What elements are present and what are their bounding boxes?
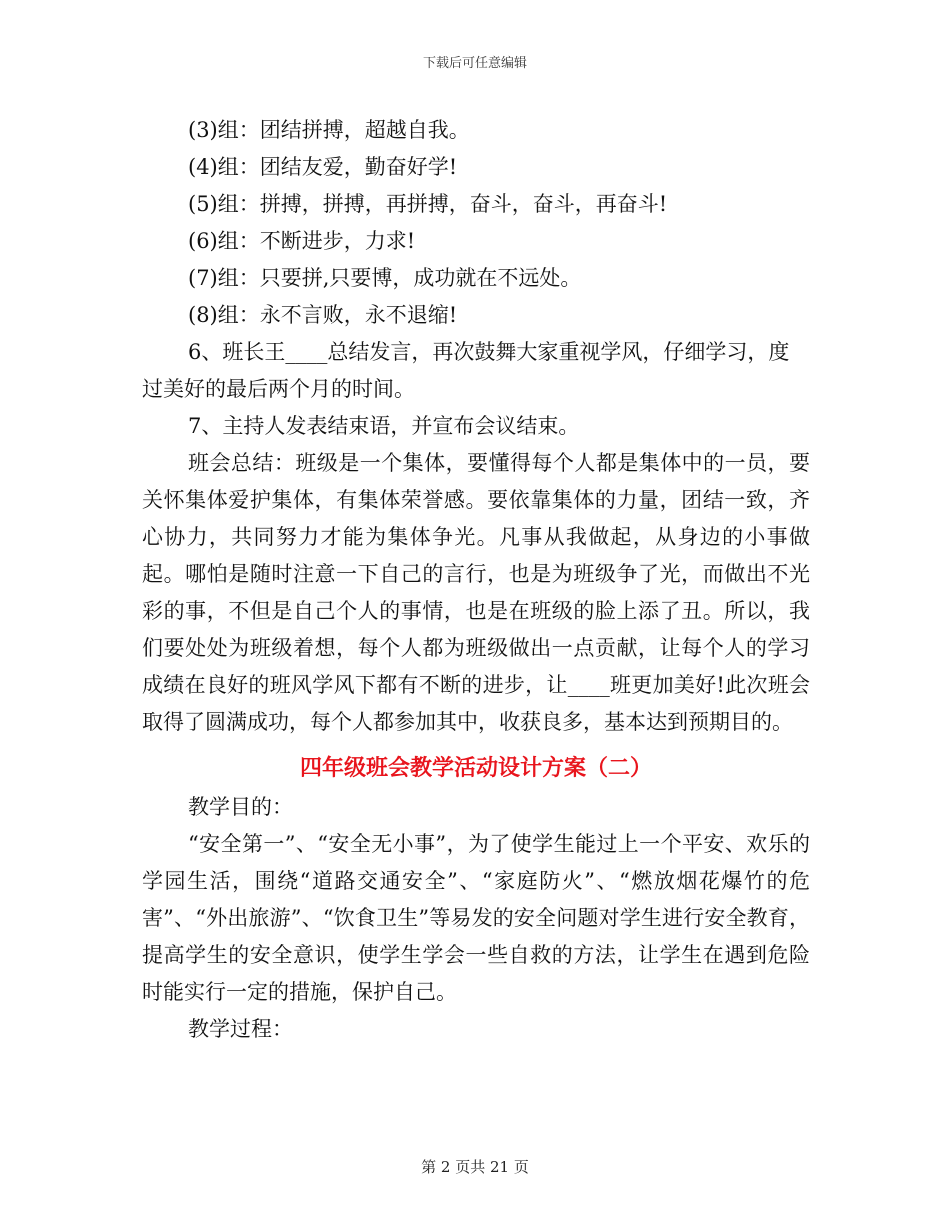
document-body	[142, 112, 810, 1048]
group-slogan-4: (4)组：团结友爱，勤奋好学!	[188, 155, 458, 179]
group-slogan-6: (6)组：不断进步，力求!	[188, 229, 416, 253]
teaching-process-label: 教学过程：	[188, 1017, 293, 1041]
group-slogan-7: (7)组：只要拼,只要博，成功就在不远处。	[188, 266, 582, 290]
teaching-goal-label: 教学目的：	[188, 795, 293, 819]
step-6-paragraph: 6、班长王____总结发言，再次鼓舞大家重视学风，仔细学习，度过美好的最后两个月的时间。	[142, 340, 790, 401]
page-header: 下载后可任意编辑	[422, 56, 527, 71]
meeting-summary-paragraph: 班会总结：班级是一个集体，要懂得每个人都是集体中的一员，要关怀集体爱护集体，有集体荣誉感。要依靠集体的力量，团结一致，齐心协力，共同努力才能为集体争光。凡事从我做起，从身边的小事做起。哪怕是随时注意一下自己的言行，也是为班级争了光，而做出不光彩的事，不但是自己个人的事情，也是在班级的脸上添了丑。所以，我们要处处为班级着想，每个人都为班级做出一点贡献，让每个人的学习成绩在良好的班风学风下都有不断的进步，让____班更加美好!此次班会取得了圆满成功，每个人都参加其中，收获良多，基本达到预期目的。	[142, 451, 810, 734]
page-footer: 第 2 页共 21 页	[421, 1158, 529, 1176]
section-title: 四年级班会教学活动设计方案（二）	[299, 755, 652, 781]
step-7-paragraph: 7、主持人发表结束语，并宣布会议结束。	[188, 414, 580, 438]
group-slogan-5: (5)组：拼搏，拼搏，再拼搏，奋斗，奋斗，再奋斗!	[188, 192, 668, 216]
teaching-goal-paragraph: “安全第一”、“安全无小事”，为了使学生能过上一个平安、欢乐的学园生活，围绕“道路交通安全”、“家庭防火”、“燃放烟花爆竹的危害”、“外出旅游”、“饮食卫生”等易发的安全问题对学生进行安全教育，提高学生的安全意识，使学生学会一些自救的方法，让学生在遇到危险时能实行一定的措施，保护自己。	[142, 832, 810, 1004]
group-slogan-8: (8)组：永不言败，永不退缩!	[188, 303, 458, 327]
group-slogan-3: (3)组：团结拼搏，超越自我。	[188, 118, 470, 142]
